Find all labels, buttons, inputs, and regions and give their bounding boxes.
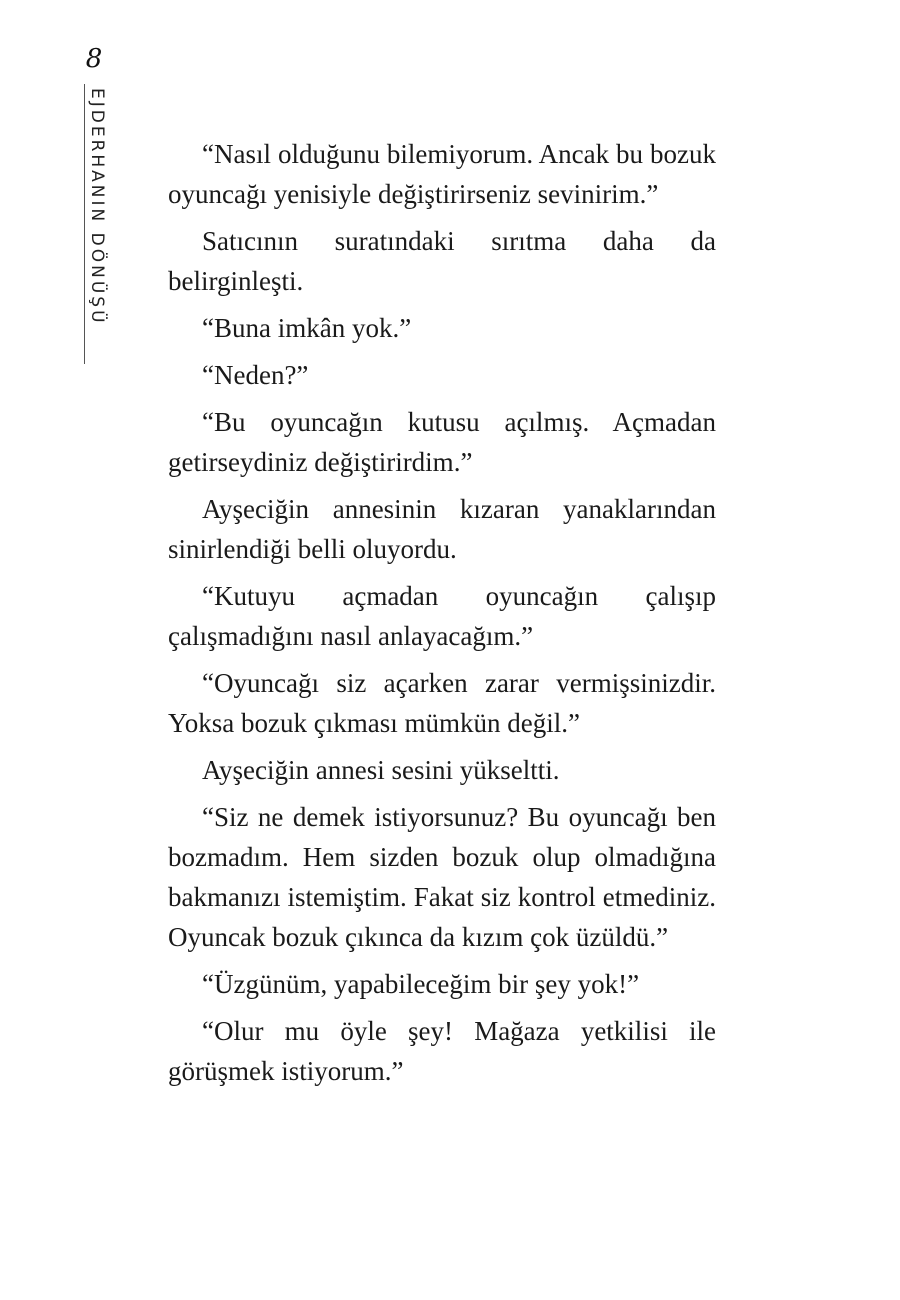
page-number: 8 bbox=[85, 44, 103, 74]
body-text bbox=[168, 134, 716, 1098]
running-title-rule bbox=[84, 84, 107, 364]
paragraph-2: Satıcının suratındaki sırıtma daha da belirginleşti. bbox=[168, 226, 716, 296]
running-title: EJDERHANIN DÖNÜŞÜ bbox=[87, 88, 107, 326]
paragraph-12: “Olur mu öyle şey! Mağaza yetkilisi ile görüşmek istiyorum.” bbox=[168, 1016, 716, 1086]
paragraph-11: “Üzgünüm, yapabileceğim bir şey yok!” bbox=[202, 969, 640, 999]
paragraph-6: Ayşeciğin annesinin kızaran yanaklarından sinirlendiği belli oluyordu. bbox=[168, 494, 716, 564]
paragraph-7: “Kutuyu açmadan oyuncağın çalışıp çalışmadığını nasıl anlayacağım.” bbox=[168, 581, 716, 651]
paragraph-5: “Bu oyuncağın kutusu açılmış. Açmadan getirseydiniz değiştirirdim.” bbox=[168, 407, 716, 477]
paragraph-4: “Neden?” bbox=[202, 360, 309, 390]
paragraph-8: “Oyuncağı siz açarken zarar vermişsinizdir. Yoksa bozuk çıkması mümkün değil.” bbox=[168, 668, 716, 738]
paragraph-3: “Buna imkân yok.” bbox=[202, 313, 412, 343]
paragraph-1: “Nasıl olduğunu bilemiyorum. Ancak bu bozuk oyuncağı yenisiyle değiştirirseniz sevinirim.” bbox=[168, 139, 716, 209]
paragraph-10: “Siz ne demek istiyorsunuz? Bu oyuncağı ben bozmadım. Hem sizden bozuk olup olmadığına bakmanızı istemiştim. Fakat siz kontrol etmediniz. Oyuncak bozuk çıkınca da kızım çok üzüldü.” bbox=[168, 802, 716, 952]
paragraph-9: Ayşeciğin annesi sesini yükseltti. bbox=[202, 755, 560, 785]
